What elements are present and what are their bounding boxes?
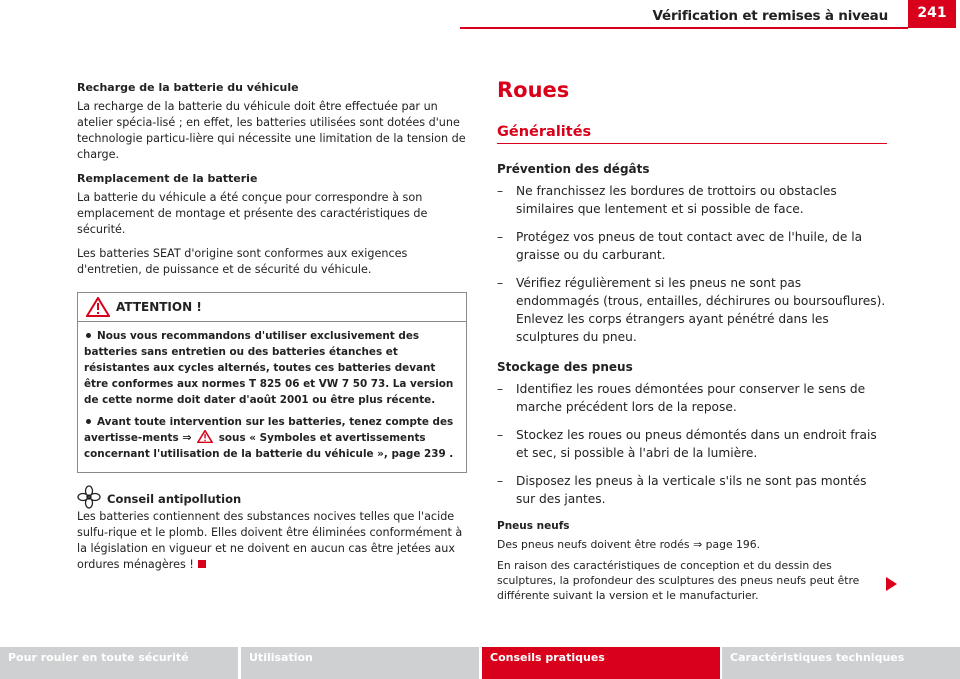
arrow-icon: ⇒ [692, 538, 703, 551]
attention-box [77, 292, 467, 473]
dash-marker: – [497, 184, 504, 198]
list-item [497, 274, 887, 346]
page-number: 241 [908, 0, 956, 28]
dash-marker: – [497, 276, 504, 290]
flower-icon [77, 485, 101, 509]
attention-header [78, 293, 466, 322]
end-marker-icon [198, 560, 206, 568]
list-item-text: Stockez les roues ou pneus démontés dans un endroit frais et sec, si possible à l'abri de la lumière. [516, 428, 877, 460]
attention-body [78, 322, 466, 472]
warning-triangle-icon [197, 430, 213, 443]
section-title: Généralités [497, 124, 887, 144]
battery-charge-text: La recharge de la batterie du véhicule doit être effectuée par un atelier spécia-lisé ; en effet, les batteries utilisées sont dotées d'une technologie particu-lière qui nécessite une limitation de la tension de charge. [77, 100, 466, 161]
pollution-text: Les batteries contiennent des substances nocives telles que l'acide sulfu-rique et le plomb. Elles doivent être éliminées conformément à la législation en vigueur et ne doivent en aucun cas être jetées aux ordures ménagères ! [77, 510, 463, 571]
pollution-text-block [77, 509, 467, 573]
pollution-title: Conseil antipollution [107, 492, 242, 506]
new-tyres-heading: Pneus neufs [497, 520, 570, 532]
attention-item [84, 414, 460, 462]
bullet-icon [86, 333, 91, 338]
storage-heading: Stockage des pneus [497, 360, 633, 374]
header-title: Vérification et remises à niveau [652, 8, 888, 24]
attention-item [84, 328, 460, 408]
dash-marker: – [497, 230, 504, 244]
warning-triangle-icon [86, 297, 110, 317]
battery-replace-text-1: La batterie du véhicule a été conçue pour correspondre à son emplacement de montage et présente des caractéristiques de sécurité. [77, 191, 428, 236]
next-page-arrow-icon[interactable] [886, 577, 897, 591]
list-item [497, 182, 887, 218]
footer-nav [0, 647, 960, 679]
attention-item-2-text: Avant toute intervention sur les batteries, tenez compte des avertisse-ments [84, 416, 454, 444]
list-item [497, 380, 887, 416]
dash-marker: – [497, 382, 504, 396]
header-rule [460, 27, 908, 29]
list-item [497, 472, 887, 508]
tab-technical-specs[interactable]: Caractéristiques techniques [722, 647, 960, 679]
dash-marker: – [497, 474, 504, 488]
battery-charge-heading: Recharge de la batterie du véhicule [77, 81, 299, 94]
list-item-text: Ne franchissez les bordures de trottoirs ou obstacles similaires que lentement et si possible de face. [516, 184, 837, 216]
new-tyres-text-2: En raison des caractéristiques de conception et du dessin des sculptures, la profondeur des sculptures des pneus neufs peut être différente suivant la version et le manufacturier. [497, 559, 860, 602]
tab-practical-tips[interactable]: Conseils pratiques [482, 647, 720, 679]
chapter-title: Roues [497, 78, 570, 102]
list-item [497, 228, 887, 264]
list-item-text: Disposez les pneus à la verticale s'ils ne sont pas montés sur des jantes. [516, 474, 867, 506]
list-item-text: Protégez vos pneus de tout contact avec de l'huile, de la graisse ou du carburant. [516, 230, 863, 262]
list-item-text: Identifiez les roues démontées pour conserver le sens de marche précédent lors de la repose. [516, 382, 866, 414]
attention-title: ATTENTION ! [116, 300, 202, 314]
dash-marker: – [497, 428, 504, 442]
battery-replace-heading: Remplacement de la batterie [77, 172, 258, 185]
attention-item-1-text: Nous vous recommandons d'utiliser exclusivement des batteries sans entretien ou des batteries étanches et résistantes aux cycles alternés, toutes ces batteries devant être conformes aux normes T 825 06 et VW 7 50 73. La version de cette norme doit dater d'août 2001 ou être plus récente. [84, 330, 454, 406]
list-item-text: Vérifiez régulièrement si les pneus ne sont pas endommagés (trous, entailles, déchirures ou boursouflures). Enlevez les corps étrangers ayant pénétré dans les sculptures du pneu. [516, 276, 886, 344]
left-column [77, 80, 467, 573]
page-header [0, 0, 960, 30]
pollution-header [77, 485, 467, 507]
damage-heading: Prévention des dégâts [497, 162, 650, 176]
tab-safety[interactable]: Pour rouler en toute sécurité [0, 647, 238, 679]
right-column [497, 78, 887, 609]
battery-replace-text-2: Les batteries SEAT d'origine sont conformes aux exigences d'entretien, de puissance et de sécurité du véhicule. [77, 247, 408, 276]
arrow-icon: ⇒ [182, 431, 192, 444]
new-tyres-text-1 [497, 537, 887, 552]
tab-usage[interactable]: Utilisation [241, 647, 479, 679]
attention-item-2-link-text[interactable]: sous « Symboles et avertissements concernant l'utilisation de la batterie du véhicule », page 239 . [84, 432, 454, 460]
list-item [497, 426, 887, 462]
new-tyres-text-1-pre: Des pneus neufs doivent être rodés [497, 538, 690, 551]
page-reference-link[interactable]: page 196. [705, 538, 761, 551]
bullet-icon [86, 419, 91, 424]
